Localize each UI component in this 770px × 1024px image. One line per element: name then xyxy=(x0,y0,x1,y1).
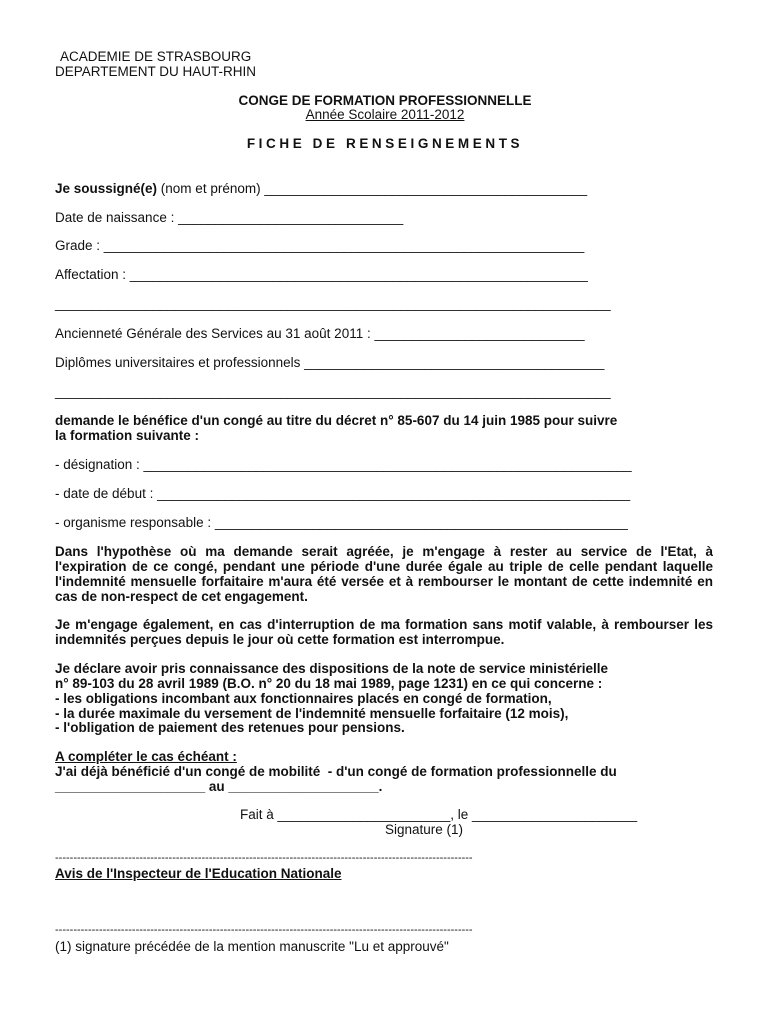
engagement-paragraph: Je m'engage également, en cas d'interruption de ma formation sans motif valable, à rembourser les indemnités perçues depuis le jour où cette formation est interrompue. xyxy=(55,617,713,647)
separator-line: ------------------------------------------------------------------------------------------------------------------ xyxy=(55,852,473,864)
declare-line-3: - les obligations incombant aux fonctionnaires placés en congé de formation, xyxy=(55,691,552,706)
demande-line-2: la formation suivante : xyxy=(55,428,200,443)
organisme-field[interactable]: - organisme responsable : _______________________________________________________ xyxy=(55,515,628,530)
signature-label: Signature (1) xyxy=(385,822,464,837)
declare-line-5: - l'obligation de paiement des retenues pour pensions. xyxy=(55,720,405,735)
conge-dates-field[interactable]: ____________________ au ____________________. xyxy=(55,779,383,794)
affectation-continuation-line[interactable]: __________________________________________________________________________ xyxy=(55,296,611,311)
declare-line-4: - la durée maximale du versement de l'indemnité mensuelle forfaitaire (12 mois), xyxy=(55,706,569,721)
nom-prenom-field[interactable]: (nom et prénom) ___________________________________________ xyxy=(157,181,588,196)
school-year: Année Scolaire 2011-2012 xyxy=(305,107,465,122)
fait-a-field[interactable]: Fait à _______________________, le ______________________ xyxy=(240,807,638,822)
form-title: CONGE DE FORMATION PROFESSIONNELLE xyxy=(238,93,532,108)
footnote: (1) signature précédée de la mention manuscrite "Lu et approuvé" xyxy=(55,939,449,954)
academie-label: ACADEMIE DE STRASBOURG xyxy=(60,49,252,64)
departement-label: DEPARTEMENT DU HAUT-RHIN xyxy=(55,64,257,79)
cas-echeant-heading: A compléter le cas échéant : xyxy=(55,749,237,764)
separator-line-2: ------------------------------------------------------------------------------------------------------------------ xyxy=(55,924,473,936)
avis-heading: Avis de l'Inspecteur de l'Education Nationale xyxy=(55,866,342,881)
diplomes-field[interactable]: Diplômes universitaires et professionnels ________________________________________ xyxy=(55,355,605,370)
declare-line-2: n° 89-103 du 28 avril 1989 (B.O. n° 20 du 18 mai 1989, page 1231) en ce qui concerne : xyxy=(55,676,603,691)
date-debut-field[interactable]: - date de début : _______________________________________________________________ xyxy=(55,486,631,501)
hypothese-paragraph: Dans l'hypothèse où ma demande serait agréée, je m'engage à rester au service de l'Etat, à l'expiration de ce congé, pendant une période d'une durée égale au triple de celle pendant laquelle l'indemnité mensuelle forfaitaire m'aura été versée et à rembourser le montant de cette indemnité en cas de non-respect de cet engagement. xyxy=(55,544,713,604)
anciennete-field[interactable]: Ancienneté Générale des Services au 31 août 2011 : ____________________________ xyxy=(55,326,585,341)
cas-echeant-line-1: J'ai déjà bénéficié d'un congé de mobilité - d'un congé de formation professionnelle du xyxy=(55,764,617,779)
grade-field[interactable]: Grade : ________________________________________________________________ xyxy=(55,238,585,253)
diplomes-continuation-line[interactable]: __________________________________________________________________________ xyxy=(55,384,611,399)
soussigne-label: Je soussigné(e) xyxy=(55,181,158,196)
fiche-title: FICHE DE RENSEIGNEMENTS xyxy=(246,136,524,151)
demande-line-1: demande le bénéfice d'un congé au titre du décret n° 85-607 du 14 juin 1985 pour suivre xyxy=(55,413,618,428)
designation-field[interactable]: - désignation : _________________________________________________________________ xyxy=(55,457,632,472)
soussigne-line xyxy=(55,181,587,197)
date-naissance-field[interactable]: Date de naissance : ______________________________ xyxy=(55,210,404,225)
affectation-field[interactable]: Affectation : _____________________________________________________________ xyxy=(55,267,588,282)
declare-line-1: Je déclare avoir pris connaissance des dispositions de la note de service ministérielle xyxy=(55,661,608,676)
